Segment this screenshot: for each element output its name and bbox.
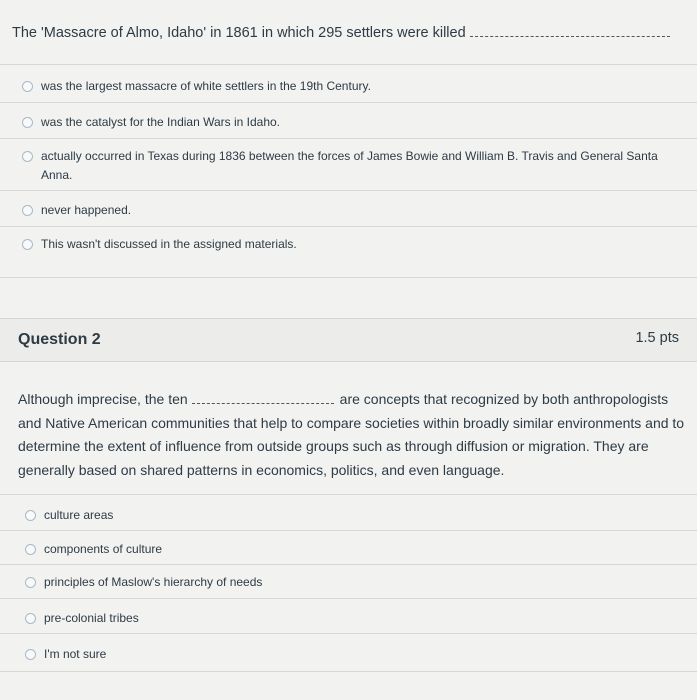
answer-label: was the catalyst for the Indian Wars in Idaho.	[41, 115, 281, 129]
divider	[0, 530, 697, 531]
divider	[0, 671, 697, 672]
answer-label: principles of Maslow's hierarchy of needs	[44, 575, 263, 589]
divider	[0, 494, 697, 495]
answer-label: never happened.	[41, 203, 132, 217]
divider	[0, 633, 697, 634]
q1-answer-2[interactable]	[22, 116, 280, 132]
answer-label: culture areas	[44, 508, 114, 522]
q1-answer-3[interactable]	[22, 150, 672, 185]
question-2-header	[0, 318, 697, 362]
divider	[0, 64, 697, 65]
divider	[0, 226, 697, 227]
question-2-prompt	[18, 388, 686, 482]
q1-answer-4[interactable]	[22, 204, 131, 220]
q2-answer-2[interactable]	[25, 543, 162, 559]
divider	[0, 598, 697, 599]
radio-button[interactable]	[25, 544, 36, 555]
divider	[0, 277, 697, 278]
fill-in-blank	[192, 402, 334, 404]
q2-answer-5[interactable]	[25, 648, 106, 664]
radio-button[interactable]	[25, 577, 36, 588]
fill-in-blank	[470, 35, 670, 37]
radio-button[interactable]	[25, 510, 36, 521]
q1-answer-1[interactable]	[22, 80, 371, 96]
divider	[0, 102, 697, 103]
question-1-prompt	[12, 25, 682, 41]
divider	[0, 138, 697, 139]
radio-button[interactable]	[22, 151, 33, 162]
radio-button[interactable]	[22, 81, 33, 92]
prompt-after-blank: are concepts that recognized by both anthropologists and Native American communities that help to compare societies within broadly similar environments and to determine the extent of influence from outside groups such as through diffusion or migration. They are generally based on shared patterns in economics, politics, and even language.	[18, 391, 685, 478]
q2-answer-1[interactable]	[25, 509, 113, 525]
divider	[0, 564, 697, 565]
question-2-points: 1.5 pts	[635, 330, 679, 346]
radio-button[interactable]	[25, 613, 36, 624]
radio-button[interactable]	[22, 205, 33, 216]
q1-answer-5[interactable]	[22, 238, 297, 254]
radio-button[interactable]	[25, 649, 36, 660]
divider	[0, 190, 697, 191]
question-1-text: The 'Massacre of Almo, Idaho' in 1861 in which 295 settlers were killed	[12, 25, 466, 41]
q2-answer-4[interactable]	[25, 612, 139, 628]
prompt-before-blank: Although imprecise, the ten	[18, 391, 188, 407]
radio-button[interactable]	[22, 117, 33, 128]
question-2-title: Question 2	[18, 331, 101, 348]
answer-label: was the largest massacre of white settlers in the 19th Century.	[41, 79, 371, 93]
answer-label: components of culture	[44, 542, 163, 556]
answer-label: I'm not sure	[44, 647, 107, 661]
answer-label: pre-colonial tribes	[44, 611, 139, 625]
answer-label: actually occurred in Texas during 1836 between the forces of James Bowie and William B. Travis and General Santa Anna.	[41, 149, 658, 182]
q2-answer-3[interactable]	[25, 576, 262, 592]
radio-button[interactable]	[22, 239, 33, 250]
answer-label: This wasn't discussed in the assigned materials.	[41, 237, 297, 251]
